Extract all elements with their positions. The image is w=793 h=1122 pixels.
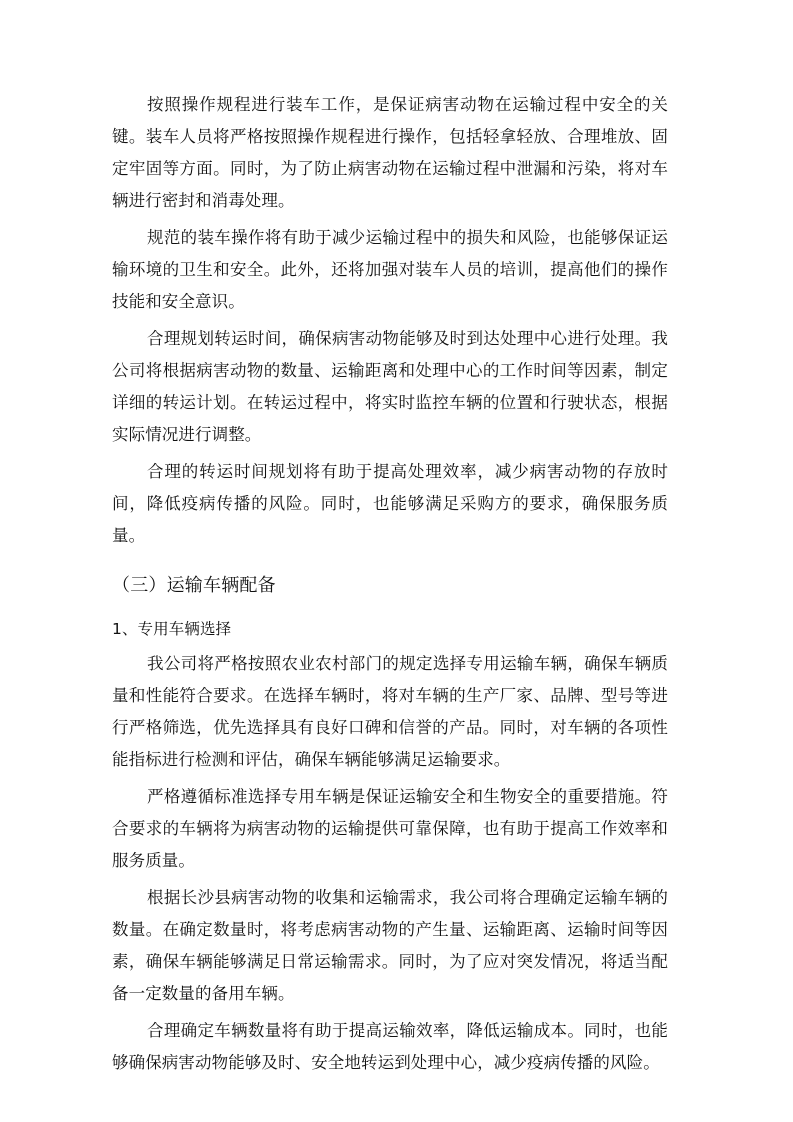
paragraph-vehicle-quantity: 根据长沙县病害动物的收集和运输需求，我公司将合理确定运输车辆的数量。在确定数量时，将考虑病害动物的产生量、运输距离、运输时间等因素，确保车辆能够满足日常运输需求。同时，为了应对突发情况，将适当配备一定数量的备用车辆。 <box>112 888 668 1003</box>
paragraph-vehicle-selection: 我公司将严格按照农业农村部门的规定选择专用运输车辆，确保车辆质量和性能符合要求。在选择车辆时，将对车辆的生产厂家、品牌、型号等进行严格筛选，优先选择具有良好口碑和信誉的产品。同时，对车辆的各项性能指标进行检测和评估，确保车辆能够满足运输要求。 <box>112 654 668 769</box>
subsection-title-special-vehicle: 1、专用车辆选择 <box>112 620 232 638</box>
document-page <box>112 89 668 1084</box>
section-title-vehicle-allocation: （三）运输车辆配备 <box>112 575 276 596</box>
paragraph-loading-standard: 规范的装车操作将有助于减少运输过程中的损失和风险，也能够保证运输环境的卫生和安全。此外，还将加强对装车人员的培训，提高他们的操作技能和安全意识。 <box>112 228 668 311</box>
paragraph-loading-operation: 按照操作规程进行装车工作，是保证病害动物在运输过程中安全的关键。装车人员将严格按照操作规程进行操作，包括轻拿轻放、合理堆放、固定牢固等方面。同时，为了防止病害动物在运输过程中泄漏和污染，将对车辆进行密封和消毒处理。 <box>112 95 668 210</box>
paragraph-transfer-plan: 合理规划转运时间，确保病害动物能够及时到达处理中心进行处理。我公司将根据病害动物的数量、运输距离和处理中心的工作时间等因素，制定详细的转运计划。在转运过程中，将实时监控车辆的位置和行驶状态，根据实际情况进行调整。 <box>112 329 668 444</box>
paragraph-vehicle-standard: 严格遵循标准选择专用车辆是保证运输安全和生物安全的重要措施。符合要求的车辆将为病害动物的运输提供可靠保障，也有助于提高工作效率和服务质量。 <box>112 787 668 870</box>
paragraph-transfer-time: 合理的转运时间规划将有助于提高处理效率，减少病害动物的存放时间，降低疫病传播的风险。同时，也能够满足采购方的要求，确保服务质量。 <box>112 462 668 545</box>
paragraph-vehicle-efficiency: 合理确定车辆数量将有助于提高运输效率，降低运输成本。同时，也能够确保病害动物能够及时、安全地转运到处理中心，减少疫病传播的风险。 <box>112 1021 668 1072</box>
